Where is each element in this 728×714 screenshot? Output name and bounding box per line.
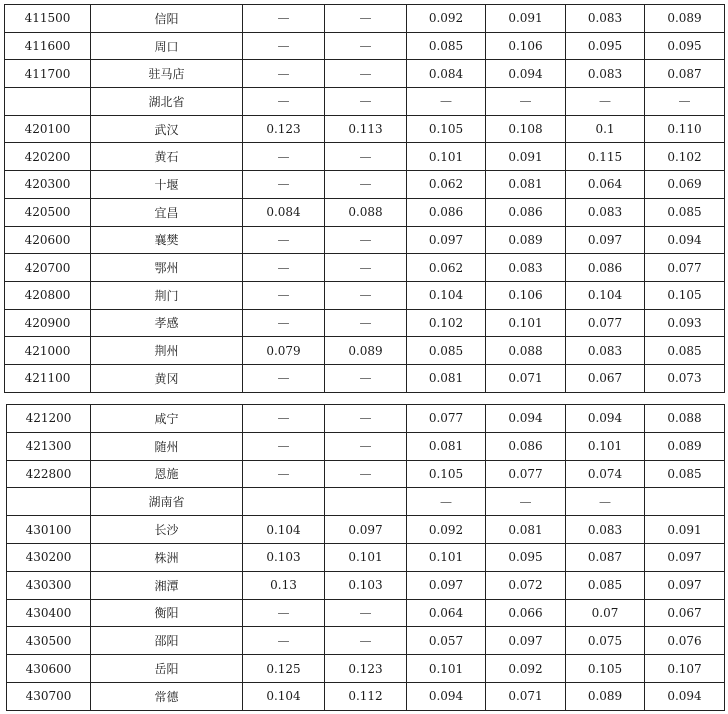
value-cell-col3: 0.086 <box>407 198 486 226</box>
value-cell-col5: 0.087 <box>566 543 645 571</box>
value-cell-col4: 0.106 <box>486 281 566 309</box>
value-cell-col6: 0.097 <box>645 571 725 599</box>
value-cell-col2: 0.097 <box>325 516 407 544</box>
value-cell-col5: 0.083 <box>566 516 645 544</box>
value-cell-col1: — <box>243 88 325 116</box>
region-code-cell: 430400 <box>7 599 91 627</box>
value-cell-col6: 0.089 <box>645 432 725 460</box>
region-code-cell: 420200 <box>5 143 91 171</box>
value-cell-col4: — <box>486 88 566 116</box>
value-cell-col2: — <box>325 60 407 88</box>
value-cell-col1: — <box>243 226 325 254</box>
value-cell-col6: 0.094 <box>645 682 725 710</box>
value-cell-col6 <box>645 488 725 516</box>
value-cell-col3: 0.062 <box>407 171 486 199</box>
value-cell-col3: 0.101 <box>407 543 486 571</box>
value-cell-col4: 0.072 <box>486 571 566 599</box>
value-cell-col2: 0.089 <box>325 337 407 365</box>
value-cell-col5: — <box>566 88 645 116</box>
value-cell-col6: 0.105 <box>645 281 725 309</box>
value-cell-col1: 0.125 <box>243 655 325 683</box>
value-cell-col3: 0.092 <box>407 516 486 544</box>
value-cell-col2: — <box>325 143 407 171</box>
table-row <box>5 171 725 199</box>
region-name-cell: 宜昌 <box>91 198 243 226</box>
value-cell-col4: 0.094 <box>486 60 566 88</box>
value-cell-col4: 0.101 <box>486 309 566 337</box>
region-code-cell: 420900 <box>5 309 91 337</box>
value-cell-col4: 0.081 <box>486 171 566 199</box>
region-name-cell: 湘潭 <box>91 571 243 599</box>
table-row <box>5 5 725 33</box>
value-cell-col6: 0.085 <box>645 198 725 226</box>
value-cell-col5: 0.085 <box>566 571 645 599</box>
region-name-cell: 十堰 <box>91 171 243 199</box>
value-cell-col2: 0.103 <box>325 571 407 599</box>
value-cell-col5: 0.083 <box>566 5 645 33</box>
region-code-cell: 411600 <box>5 32 91 60</box>
region-name-cell: 信阳 <box>91 5 243 33</box>
value-cell-col4: — <box>486 488 566 516</box>
value-cell-col6: 0.088 <box>645 405 725 433</box>
value-cell-col4: 0.081 <box>486 516 566 544</box>
value-cell-col1: — <box>243 60 325 88</box>
region-name-cell: 周口 <box>91 32 243 60</box>
table-row <box>7 655 725 683</box>
region-name-cell: 衡阳 <box>91 599 243 627</box>
value-cell-col3: 0.104 <box>407 281 486 309</box>
value-cell-col6: 0.093 <box>645 309 725 337</box>
region-name-cell: 湖北省 <box>91 88 243 116</box>
value-cell-col5: 0.094 <box>566 405 645 433</box>
value-cell-col2: — <box>325 226 407 254</box>
region-name-cell: 随州 <box>91 432 243 460</box>
value-cell-col2: — <box>325 405 407 433</box>
value-cell-col6: 0.107 <box>645 655 725 683</box>
value-cell-col6: 0.094 <box>645 226 725 254</box>
value-cell-col1: 0.104 <box>243 516 325 544</box>
value-cell-col5: 0.07 <box>566 599 645 627</box>
region-code-cell: 420700 <box>5 254 91 282</box>
value-cell-col2: — <box>325 627 407 655</box>
value-cell-col5: 0.115 <box>566 143 645 171</box>
value-cell-col6: — <box>645 88 725 116</box>
table-row <box>5 88 725 116</box>
value-cell-col5: 0.064 <box>566 171 645 199</box>
value-cell-col2: — <box>325 281 407 309</box>
value-cell-col5: 0.105 <box>566 655 645 683</box>
table-row <box>7 516 725 544</box>
value-cell-col5: 0.074 <box>566 460 645 488</box>
value-cell-col3: — <box>407 488 486 516</box>
value-cell-col5: 0.089 <box>566 682 645 710</box>
value-cell-col2: — <box>325 599 407 627</box>
region-code-cell: 421100 <box>5 364 91 392</box>
region-name-cell: 咸宁 <box>91 405 243 433</box>
value-cell-col2: — <box>325 88 407 116</box>
value-cell-col5: 0.104 <box>566 281 645 309</box>
value-cell-col2: — <box>325 364 407 392</box>
value-cell-col5: 0.101 <box>566 432 645 460</box>
table-row <box>5 364 725 392</box>
value-cell-col5: 0.095 <box>566 32 645 60</box>
value-cell-col4: 0.097 <box>486 627 566 655</box>
region-name-cell: 黄冈 <box>91 364 243 392</box>
region-name-cell: 荆门 <box>91 281 243 309</box>
region-code-cell <box>5 88 91 116</box>
table-row <box>5 32 725 60</box>
table-row <box>7 627 725 655</box>
region-name-cell: 邵阳 <box>91 627 243 655</box>
region-code-cell: 430600 <box>7 655 91 683</box>
value-cell-col1: — <box>243 364 325 392</box>
region-code-cell: 411500 <box>5 5 91 33</box>
value-cell-col3: 0.105 <box>407 460 486 488</box>
value-cell-col3: 0.064 <box>407 599 486 627</box>
table-row <box>7 405 725 433</box>
value-cell-col6: 0.095 <box>645 32 725 60</box>
table-row <box>7 488 725 516</box>
table-row <box>5 226 725 254</box>
value-cell-col4: 0.106 <box>486 32 566 60</box>
value-cell-col5: 0.086 <box>566 254 645 282</box>
value-cell-col6: 0.073 <box>645 364 725 392</box>
value-cell-col1: 0.104 <box>243 682 325 710</box>
value-cell-col2: 0.088 <box>325 198 407 226</box>
value-cell-col5: 0.075 <box>566 627 645 655</box>
value-cell-col1: — <box>243 143 325 171</box>
value-cell-col1: — <box>243 599 325 627</box>
value-cell-col1: 0.084 <box>243 198 325 226</box>
value-cell-col6: 0.091 <box>645 516 725 544</box>
value-cell-col3: 0.062 <box>407 254 486 282</box>
region-code-cell: 411700 <box>5 60 91 88</box>
value-cell-col4: 0.092 <box>486 655 566 683</box>
table-row <box>7 432 725 460</box>
region-name-cell: 恩施 <box>91 460 243 488</box>
value-cell-col2: — <box>325 309 407 337</box>
table-row <box>5 115 725 143</box>
region-code-cell <box>7 488 91 516</box>
value-cell-col6: 0.102 <box>645 143 725 171</box>
value-cell-col2: 0.112 <box>325 682 407 710</box>
value-cell-col5: — <box>566 488 645 516</box>
value-cell-col6: 0.085 <box>645 460 725 488</box>
region-code-cell: 420100 <box>5 115 91 143</box>
value-cell-col1: — <box>243 171 325 199</box>
region-code-cell: 430100 <box>7 516 91 544</box>
value-cell-col6: 0.077 <box>645 254 725 282</box>
value-cell-col4: 0.089 <box>486 226 566 254</box>
value-cell-col3: 0.102 <box>407 309 486 337</box>
value-cell-col3: 0.101 <box>407 143 486 171</box>
value-cell-col2: 0.101 <box>325 543 407 571</box>
value-cell-col4: 0.086 <box>486 198 566 226</box>
region-name-cell: 武汉 <box>91 115 243 143</box>
value-cell-col5: 0.077 <box>566 309 645 337</box>
value-cell-col6: 0.110 <box>645 115 725 143</box>
region-code-cell: 430500 <box>7 627 91 655</box>
region-name-cell: 株洲 <box>91 543 243 571</box>
region-name-cell: 岳阳 <box>91 655 243 683</box>
value-cell-col1: 0.103 <box>243 543 325 571</box>
value-cell-col2: — <box>325 254 407 282</box>
table-row <box>5 198 725 226</box>
value-cell-col3: 0.085 <box>407 337 486 365</box>
value-cell-col5: 0.083 <box>566 198 645 226</box>
region-name-cell: 襄樊 <box>91 226 243 254</box>
value-cell-col1: — <box>243 627 325 655</box>
table-row <box>5 254 725 282</box>
region-code-cell: 420300 <box>5 171 91 199</box>
value-cell-col3: 0.084 <box>407 60 486 88</box>
value-cell-col1: — <box>243 460 325 488</box>
value-cell-col4: 0.071 <box>486 364 566 392</box>
value-cell-col2: 0.123 <box>325 655 407 683</box>
value-cell-col4: 0.066 <box>486 599 566 627</box>
value-cell-col4: 0.091 <box>486 5 566 33</box>
table-row <box>7 571 725 599</box>
value-cell-col6: 0.067 <box>645 599 725 627</box>
value-cell-col1: 0.13 <box>243 571 325 599</box>
value-cell-col5: 0.083 <box>566 337 645 365</box>
value-cell-col1: — <box>243 309 325 337</box>
value-cell-col4: 0.095 <box>486 543 566 571</box>
table-row <box>7 460 725 488</box>
value-cell-col5: 0.097 <box>566 226 645 254</box>
table-row <box>5 337 725 365</box>
value-cell-col2: — <box>325 460 407 488</box>
value-cell-col3: 0.094 <box>407 682 486 710</box>
value-cell-col1: 0.079 <box>243 337 325 365</box>
value-cell-col3: 0.081 <box>407 364 486 392</box>
value-cell-col1: — <box>243 254 325 282</box>
region-name-cell: 湖南省 <box>91 488 243 516</box>
value-cell-col3: 0.077 <box>407 405 486 433</box>
table-row <box>5 143 725 171</box>
table-row <box>7 599 725 627</box>
table-row <box>5 60 725 88</box>
value-cell-col1: — <box>243 432 325 460</box>
table-body-bottom <box>7 405 725 711</box>
value-cell-col4: 0.091 <box>486 143 566 171</box>
region-code-cell: 421000 <box>5 337 91 365</box>
value-cell-col6: 0.076 <box>645 627 725 655</box>
value-cell-col5: 0.083 <box>566 60 645 88</box>
value-cell-col2 <box>325 488 407 516</box>
table-row <box>7 543 725 571</box>
value-cell-col3: 0.081 <box>407 432 486 460</box>
table-body-top <box>5 5 725 393</box>
value-cell-col6: 0.097 <box>645 543 725 571</box>
value-cell-col2: — <box>325 32 407 60</box>
value-cell-col4: 0.083 <box>486 254 566 282</box>
value-cell-col4: 0.086 <box>486 432 566 460</box>
value-cell-col2: — <box>325 5 407 33</box>
region-code-cell: 421300 <box>7 432 91 460</box>
value-cell-col4: 0.077 <box>486 460 566 488</box>
data-table-top <box>4 4 725 393</box>
value-cell-col3: 0.057 <box>407 627 486 655</box>
value-cell-col1: — <box>243 5 325 33</box>
value-cell-col2: — <box>325 171 407 199</box>
region-code-cell: 430200 <box>7 543 91 571</box>
region-code-cell: 420800 <box>5 281 91 309</box>
value-cell-col4: 0.088 <box>486 337 566 365</box>
value-cell-col1: 0.123 <box>243 115 325 143</box>
value-cell-col3: — <box>407 88 486 116</box>
value-cell-col3: 0.085 <box>407 32 486 60</box>
value-cell-col1 <box>243 488 325 516</box>
value-cell-col3: 0.097 <box>407 226 486 254</box>
value-cell-col3: 0.097 <box>407 571 486 599</box>
value-cell-col6: 0.085 <box>645 337 725 365</box>
value-cell-col4: 0.094 <box>486 405 566 433</box>
region-name-cell: 孝感 <box>91 309 243 337</box>
value-cell-col4: 0.108 <box>486 115 566 143</box>
value-cell-col6: 0.087 <box>645 60 725 88</box>
region-name-cell: 鄂州 <box>91 254 243 282</box>
page-break-gap <box>0 397 728 404</box>
value-cell-col4: 0.071 <box>486 682 566 710</box>
region-code-cell: 420600 <box>5 226 91 254</box>
value-cell-col5: 0.1 <box>566 115 645 143</box>
region-code-cell: 421200 <box>7 405 91 433</box>
value-cell-col2: — <box>325 432 407 460</box>
value-cell-col1: — <box>243 405 325 433</box>
region-name-cell: 常德 <box>91 682 243 710</box>
value-cell-col1: — <box>243 281 325 309</box>
value-cell-col6: 0.069 <box>645 171 725 199</box>
region-code-cell: 422800 <box>7 460 91 488</box>
table-row <box>5 281 725 309</box>
region-code-cell: 420500 <box>5 198 91 226</box>
value-cell-col6: 0.089 <box>645 5 725 33</box>
value-cell-col1: — <box>243 32 325 60</box>
value-cell-col3: 0.105 <box>407 115 486 143</box>
region-name-cell: 驻马店 <box>91 60 243 88</box>
region-code-cell: 430700 <box>7 682 91 710</box>
region-code-cell: 430300 <box>7 571 91 599</box>
value-cell-col3: 0.092 <box>407 5 486 33</box>
table-row <box>5 309 725 337</box>
region-name-cell: 荆州 <box>91 337 243 365</box>
value-cell-col2: 0.113 <box>325 115 407 143</box>
table-row <box>7 682 725 710</box>
region-name-cell: 长沙 <box>91 516 243 544</box>
data-table-bottom <box>6 404 725 711</box>
region-name-cell: 黄石 <box>91 143 243 171</box>
value-cell-col5: 0.067 <box>566 364 645 392</box>
value-cell-col3: 0.101 <box>407 655 486 683</box>
